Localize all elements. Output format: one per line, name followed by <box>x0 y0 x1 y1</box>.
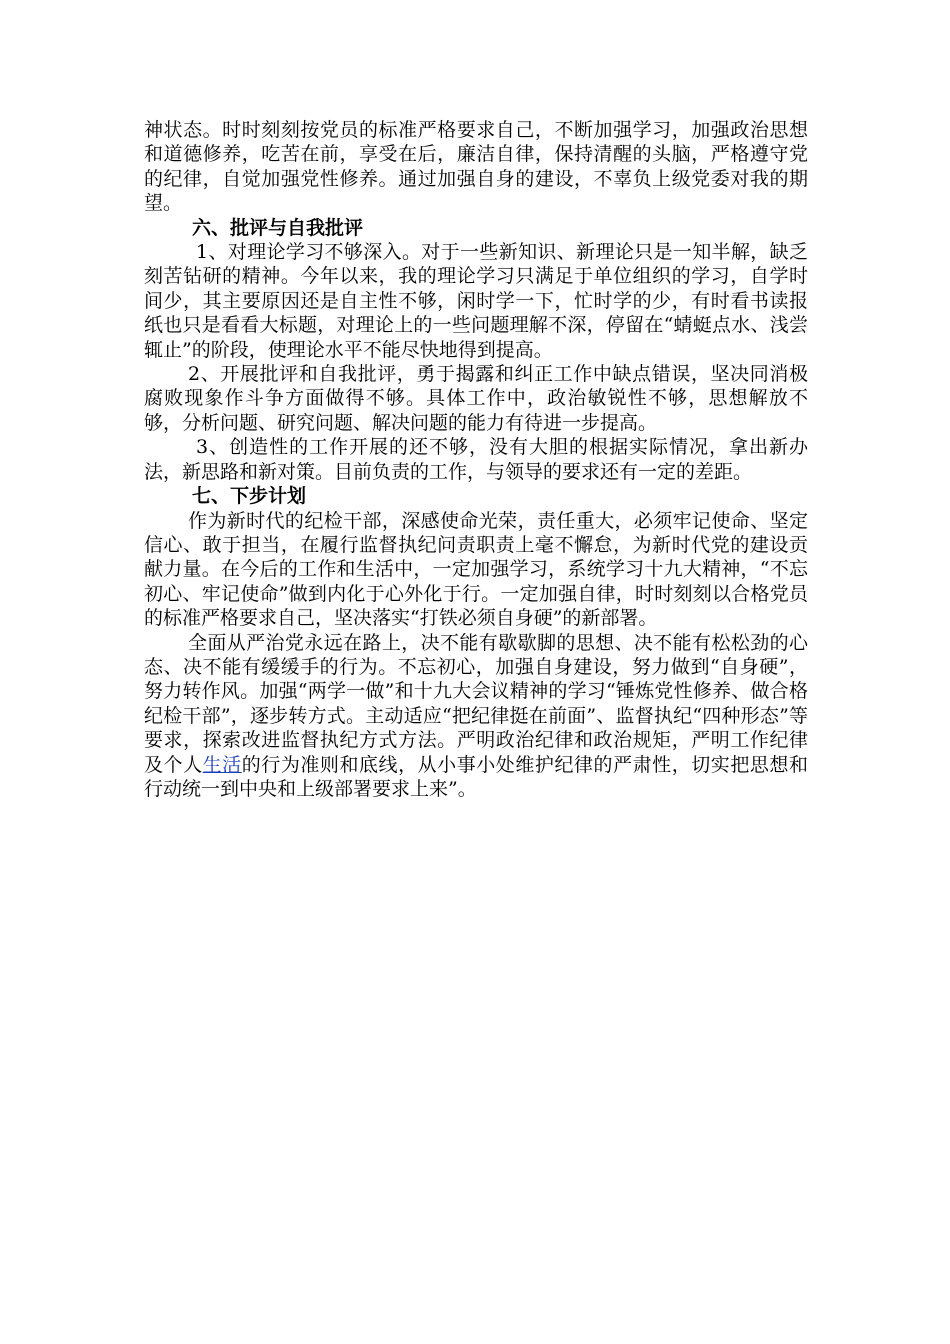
document-page <box>144 118 808 801</box>
criticism-item-1: 1、对理论学习不够深入。对于一些新知识、新理论只是一知半解，缺乏刻苦钻研的精神。今年以来，我的理论学习只满足于单位组织的学习，自学时间少，其主要原因还是自主性不够，闲时学一下，忙时学的少，有时看书读报纸也只是看看大标题，对理论上的一些问题理解不深，停留在“蜻蜓点水、浅尝辄止”的阶段，使理论水平不能尽快地得到提高。 <box>144 241 808 361</box>
criticism-item-2: 2、开展批评和自我批评，勇于揭露和纠正工作中缺点错误，坚决同消极腐败现象作斗争方面做得不够。具体工作中，政治敏锐性不够，思想解放不够，分析问题、研究问题、解决问题的能力有待进一步提高。 <box>144 363 808 434</box>
intro-paragraph: 神状态。时时刻刻按党员的标准严格要求自己，不断加强学习，加强政治思想和道德修养，吃苦在前，享受在后，廉洁自律，保持清醒的头脑，严格遵守党的纪律，自觉加强党性修养。通过加强自身的建设，不辜负上级党委对我的期望。 <box>144 119 808 215</box>
section-heading-criticism: 六、批评与自我批评 <box>192 216 364 239</box>
life-link[interactable]: 生活 <box>202 753 242 776</box>
section-heading-next-plan: 七、下步计划 <box>192 485 307 508</box>
criticism-item-3: 3、创造性的工作开展的还不够，没有大胆的根据实际情况，拿出新办法，新思路和新对策。目前负责的工作，与领导的要求还有一定的差距。 <box>144 436 808 483</box>
plan-paragraph-2-text-before: 全面从严治党永远在路上，决不能有歇歇脚的思想、决不能有松松劲的心态、决不能有缓缓手的行为。不忘初心，加强自身建设，努力做到“自身硬”，努力转作风。加强“两学一做”和十九大会议精神的学习“锤炼党性修养、做合格纪检干部”，逐步转方式。主动适应“把纪律挺在前面”、监督执纪“四种形态”等要求，探索改进监督执纪方式方法。严明政治纪律和政治规矩，严明工作纪律及个人 <box>144 631 808 776</box>
plan-paragraph-1: 作为新时代的纪检干部，深感使命光荣，责任重大，必须牢记使命、坚定信心、敢于担当，在履行监督执纪问责职责上毫不懈怠，为新时代党的建设贡献力量。在今后的工作和生活中，一定加强学习，系统学习十九大精神，“不忘初心、牢记使命”做到内化于心外化于行。一定加强自律，时时刻刻以合格党员的标准严格要求自己，坚决落实“打铁必须自身硬”的新部署。 <box>144 509 808 630</box>
plan-paragraph-2-text-after: 的行为准则和底线，从小事小处维护纪律的严肃性，切实把思想和行动统一到中央和上级部署要求上来”。 <box>144 753 808 800</box>
plan-paragraph-2 <box>144 631 808 802</box>
